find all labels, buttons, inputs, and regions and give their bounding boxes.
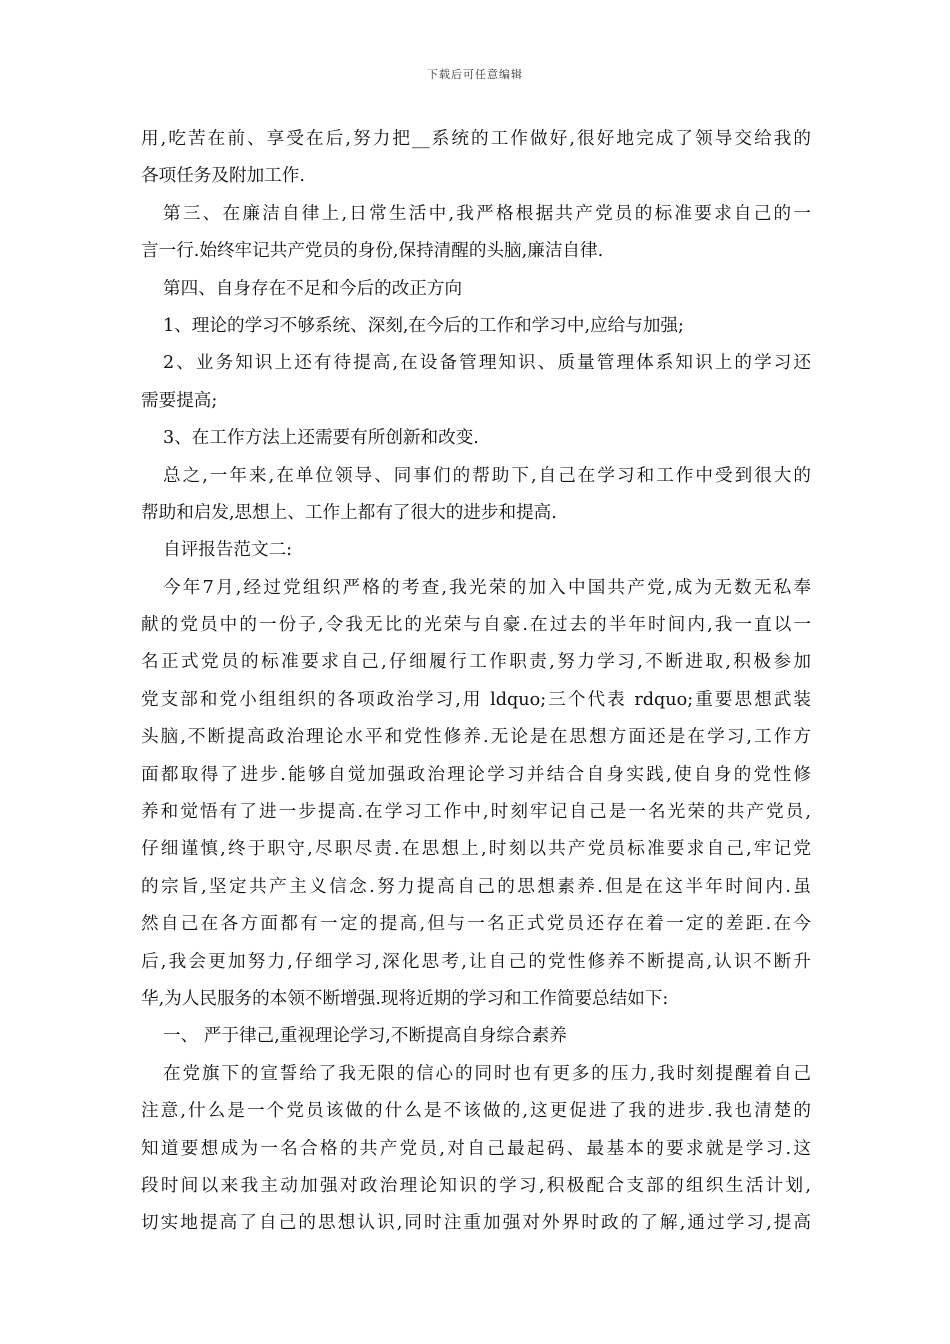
- text-line: 总之,一年来,在单位领导、同事们的帮助下,自己在学习和工作中受到很大的: [163, 465, 811, 486]
- text-line: 段时间以来我主动加强对政治理论知识的学习,积极配合支部的组织生活计划,: [141, 1175, 811, 1196]
- text-line: 各项任务及附加工作.: [141, 166, 305, 187]
- text-line: 知道要想成为一名合格的共产党员,对自己最起码、最基本的要求就是学习.这: [141, 1138, 811, 1159]
- text-line: 华,为人民服务的本领不断增强.现将近期的学习和工作简要总结如下:: [141, 988, 669, 1009]
- text-line: 献的党员中的一份子,令我无比的光荣与自豪.在过去的半年时间内,我一直以一: [141, 615, 811, 636]
- text-line: 在党旗下的宣誓给了我无限的信心的同时也有更多的压力,我时刻提醒着自己: [163, 1063, 811, 1084]
- text-line: 面都取得了进步.能够自觉加强政治理论学习并结合自身实践,使自身的党性修: [141, 764, 811, 785]
- text-line: 帮助和启发,思想上、工作上都有了很大的进步和提高.: [141, 502, 557, 523]
- text-line: 需要提高;: [141, 390, 218, 411]
- text-line: 仔细谨慎,终于职守,尽职尽责.在思想上,时刻以共产党员标准要求自己,牢记党: [141, 839, 811, 860]
- text-line: 2、业务知识上还有待提高,在设备管理知识、质量管理体系知识上的学习还: [163, 353, 811, 374]
- text-line: 党支部和党小组组织的各项政治学习,用 ldquo;三个代表 rdquo;重要思想武装: [141, 689, 811, 710]
- text-line: 注意,什么是一个党员该做的什么是不该做的,这更促进了我的进步.我也清楚的: [141, 1101, 811, 1122]
- text-line: 1、理论的学习不够系统、深刻,在今后的工作和学习中,应给与加强;: [163, 315, 684, 336]
- text-line: 一、 严于律己,重视理论学习,不断提高自身综合素养: [163, 1026, 567, 1047]
- text-line: 第三、在廉洁自律上,日常生活中,我严格根据共产党员的标准要求自己的一: [163, 203, 811, 224]
- text-line: 的宗旨,坚定共产主义信念.努力提高自己的思想素养.但是在这半年时间内.虽: [141, 876, 811, 897]
- text-line: 用,吃苦在前、享受在后,努力把__系统的工作做好,很好地完成了领导交给我的: [141, 129, 811, 149]
- text-line: 第四、自身存在不足和今后的改正方向: [163, 278, 463, 299]
- text-line: 切实地提高了自己的思想认识,同时注重加强对外界时政的了解,通过学习,提高: [141, 1213, 811, 1234]
- text-line: 今年7月,经过党组织严格的考查,我光荣的加入中国共产党,成为无数无私奉: [163, 577, 811, 598]
- text-line: 3、在工作方法上还需要有所创新和改变.: [163, 428, 479, 449]
- page-header: 下载后可任意编辑: [427, 68, 523, 81]
- text-line: 养和觉悟有了进一步提高.在学习工作中,时刻牢记自己是一名光荣的共产党员,: [141, 802, 811, 823]
- text-line: 名正式党员的标准要求自己,仔细履行工作职责,努力学习,不断进取,积极参加: [141, 652, 811, 673]
- text-line: 然自己在各方面都有一定的提高,但与一名正式党员还存在着一定的差距.在今: [141, 914, 811, 935]
- text-line: 自评报告范文二:: [163, 540, 293, 561]
- text-line: 言一行.始终牢记共产党员的身份,保持清醒的头脑,廉洁自律.: [141, 241, 604, 262]
- document-body: [141, 121, 811, 1243]
- text-line: 后,我会更加努力,仔细学习,深化思考,让自己的党性修养不断提高,认识不断升: [141, 951, 811, 972]
- text-line: 头脑,不断提高政治理论水平和党性修养.无论是在思想方面还是在学习,工作方: [141, 727, 811, 748]
